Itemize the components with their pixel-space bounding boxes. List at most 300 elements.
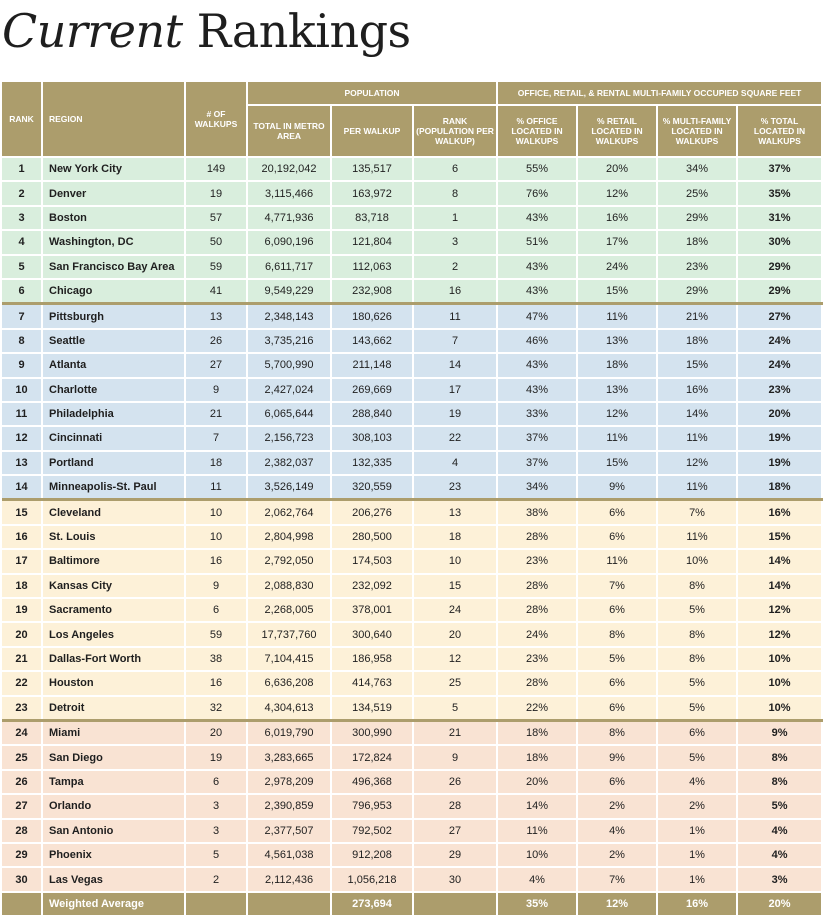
cell-total-metro: 6,065,644 [247, 402, 331, 426]
cell-pct-retail: 11% [577, 549, 657, 573]
cell-walkups: 59 [185, 255, 247, 279]
cell-pct-retail: 6% [577, 696, 657, 721]
table-row [2, 574, 822, 598]
cell-pct-office: 38% [497, 500, 577, 525]
cell-region: Baltimore [42, 549, 185, 573]
cell-pct-total: 24% [737, 329, 822, 353]
cell-rank-pop: 21 [413, 720, 497, 745]
table-row [2, 378, 822, 402]
cell-total-metro: 2,112,436 [247, 867, 331, 891]
table-row [2, 770, 822, 794]
cell-pct-total: 19% [737, 451, 822, 475]
cell-pct-retail: 4% [577, 819, 657, 843]
cell-pct-multi: 8% [657, 622, 737, 646]
cell-rank: 22 [2, 671, 42, 695]
cell-total-metro: 6,611,717 [247, 255, 331, 279]
cell-pct-office: 43% [497, 378, 577, 402]
cell-pct-retail: 5% [577, 647, 657, 671]
cell-pct-office: 18% [497, 720, 577, 745]
cell-rank-pop: 25 [413, 671, 497, 695]
cell-pct-retail: 13% [577, 329, 657, 353]
cell-pct-multi: 8% [657, 647, 737, 671]
cell-total-metro: 4,561,038 [247, 843, 331, 867]
cell-rank-pop: 6 [413, 157, 497, 181]
cell-region: Atlanta [42, 353, 185, 377]
cell-pct-office: 33% [497, 402, 577, 426]
cell-total-metro: 3,115,466 [247, 181, 331, 205]
cell-region: Detroit [42, 696, 185, 721]
table-row [2, 426, 822, 450]
cell-pct-multi: 1% [657, 843, 737, 867]
cell-total-metro: 2,268,005 [247, 598, 331, 622]
cell-pct-multi: 11% [657, 475, 737, 500]
table-row [2, 402, 822, 426]
cell-rank-pop: 10 [413, 549, 497, 573]
cell-rank: 10 [2, 378, 42, 402]
cell-pct-office: 23% [497, 549, 577, 573]
cell-pct-multi: 18% [657, 329, 737, 353]
cell-pct-office: 4% [497, 867, 577, 891]
cell-pct-multi: 11% [657, 426, 737, 450]
table-row [2, 720, 822, 745]
cell-pct-total: 35% [737, 181, 822, 205]
cell-rank: 25 [2, 745, 42, 769]
cell-pct-office: 76% [497, 181, 577, 205]
table-header [2, 82, 822, 157]
cell-rank-pop: 1 [413, 206, 497, 230]
cell-pct-multi: 21% [657, 304, 737, 329]
cell-pct-total: 10% [737, 696, 822, 721]
cell-pct-retail: 11% [577, 304, 657, 329]
table-row [2, 671, 822, 695]
cell-pct-total: 4% [737, 819, 822, 843]
table-row [2, 549, 822, 573]
table-row [2, 696, 822, 721]
table-row [2, 329, 822, 353]
cell-walkups: 3 [185, 819, 247, 843]
table-row [2, 525, 822, 549]
cell-pct-retail: 15% [577, 451, 657, 475]
cell-rank-pop: 13 [413, 500, 497, 525]
cell-per-walkup: 796,953 [331, 794, 413, 818]
cell-walkups: 16 [185, 671, 247, 695]
cell-region: Minneapolis-St. Paul [42, 475, 185, 500]
cell-total-metro: 20,192,042 [247, 157, 331, 181]
cell-per-walkup: 83,718 [331, 206, 413, 230]
cell-walkups: 19 [185, 745, 247, 769]
cell-rank: 16 [2, 525, 42, 549]
cell-rank-pop: 28 [413, 794, 497, 818]
cell-per-walkup: 112,063 [331, 255, 413, 279]
cell-walkups: 57 [185, 206, 247, 230]
cell-pct-multi: 2% [657, 794, 737, 818]
cell-region: Chicago [42, 279, 185, 304]
avg-label: Weighted Average [42, 892, 185, 915]
cell-pct-office: 37% [497, 451, 577, 475]
cell-pct-multi: 4% [657, 770, 737, 794]
cell-pct-retail: 16% [577, 206, 657, 230]
cell-total-metro: 4,304,613 [247, 696, 331, 721]
cell-per-walkup: 163,972 [331, 181, 413, 205]
cell-total-metro: 4,771,936 [247, 206, 331, 230]
cell-per-walkup: 186,958 [331, 647, 413, 671]
cell-pct-total: 29% [737, 255, 822, 279]
cell-pct-retail: 15% [577, 279, 657, 304]
header-space-group: OFFICE, RETAIL, & RENTAL MULTI-FAMILY OCCUPIED SQUARE FEET [497, 82, 822, 105]
cell-pct-total: 10% [737, 647, 822, 671]
cell-rank-pop: 14 [413, 353, 497, 377]
table-row [2, 843, 822, 867]
cell-per-walkup: 320,559 [331, 475, 413, 500]
cell-walkups: 11 [185, 475, 247, 500]
cell-pct-total: 3% [737, 867, 822, 891]
cell-pct-total: 12% [737, 598, 822, 622]
cell-pct-total: 31% [737, 206, 822, 230]
cell-total-metro: 7,104,415 [247, 647, 331, 671]
cell-region: Las Vegas [42, 867, 185, 891]
cell-pct-total: 18% [737, 475, 822, 500]
cell-pct-office: 28% [497, 598, 577, 622]
cell-walkups: 7 [185, 426, 247, 450]
cell-per-walkup: 232,908 [331, 279, 413, 304]
cell-pct-total: 14% [737, 549, 822, 573]
cell-per-walkup: 206,276 [331, 500, 413, 525]
cell-pct-multi: 15% [657, 353, 737, 377]
cell-rank-pop: 9 [413, 745, 497, 769]
cell-pct-retail: 20% [577, 157, 657, 181]
cell-region: Philadelphia [42, 402, 185, 426]
avg-rank-cell [2, 892, 42, 915]
avg-walkups-cell [185, 892, 247, 915]
cell-region: Boston [42, 206, 185, 230]
cell-total-metro: 9,549,229 [247, 279, 331, 304]
cell-rank-pop: 18 [413, 525, 497, 549]
cell-pct-office: 28% [497, 671, 577, 695]
cell-rank: 21 [2, 647, 42, 671]
cell-rank: 13 [2, 451, 42, 475]
cell-rank: 6 [2, 279, 42, 304]
cell-pct-office: 10% [497, 843, 577, 867]
cell-pct-retail: 13% [577, 378, 657, 402]
cell-pct-office: 28% [497, 574, 577, 598]
cell-total-metro: 2,377,507 [247, 819, 331, 843]
weighted-average-row [2, 892, 822, 915]
cell-walkups: 27 [185, 353, 247, 377]
rankings-table [2, 82, 823, 915]
cell-pct-retail: 6% [577, 525, 657, 549]
cell-region: Sacramento [42, 598, 185, 622]
cell-pct-multi: 5% [657, 671, 737, 695]
cell-total-metro: 2,804,998 [247, 525, 331, 549]
title-rest: Rankings [196, 4, 411, 58]
cell-total-metro: 2,390,859 [247, 794, 331, 818]
cell-per-walkup: 269,669 [331, 378, 413, 402]
table-row [2, 451, 822, 475]
cell-pct-multi: 1% [657, 819, 737, 843]
cell-total-metro: 2,427,024 [247, 378, 331, 402]
cell-per-walkup: 378,001 [331, 598, 413, 622]
table-row [2, 598, 822, 622]
cell-region: Cleveland [42, 500, 185, 525]
cell-pct-total: 29% [737, 279, 822, 304]
cell-walkups: 6 [185, 598, 247, 622]
cell-rank: 12 [2, 426, 42, 450]
cell-walkups: 41 [185, 279, 247, 304]
cell-rank-pop: 29 [413, 843, 497, 867]
table-row [2, 475, 822, 500]
cell-region: Miami [42, 720, 185, 745]
cell-pct-office: 20% [497, 770, 577, 794]
cell-total-metro: 2,156,723 [247, 426, 331, 450]
cell-rank: 18 [2, 574, 42, 598]
cell-pct-multi: 25% [657, 181, 737, 205]
cell-per-walkup: 180,626 [331, 304, 413, 329]
cell-pct-office: 43% [497, 279, 577, 304]
cell-per-walkup: 172,824 [331, 745, 413, 769]
cell-total-metro: 2,978,209 [247, 770, 331, 794]
cell-rank: 29 [2, 843, 42, 867]
cell-rank: 3 [2, 206, 42, 230]
cell-pct-multi: 12% [657, 451, 737, 475]
cell-total-metro: 5,700,990 [247, 353, 331, 377]
cell-region: San Antonio [42, 819, 185, 843]
cell-pct-retail: 11% [577, 426, 657, 450]
header-population-group: POPULATION [247, 82, 497, 105]
cell-per-walkup: 496,368 [331, 770, 413, 794]
cell-pct-total: 5% [737, 794, 822, 818]
cell-pct-multi: 1% [657, 867, 737, 891]
table-row [2, 794, 822, 818]
cell-total-metro: 3,526,149 [247, 475, 331, 500]
cell-per-walkup: 288,840 [331, 402, 413, 426]
cell-rank: 20 [2, 622, 42, 646]
table-row [2, 181, 822, 205]
cell-region: San Francisco Bay Area [42, 255, 185, 279]
table-row [2, 255, 822, 279]
cell-pct-retail: 8% [577, 622, 657, 646]
cell-pct-retail: 6% [577, 770, 657, 794]
cell-total-metro: 17,737,760 [247, 622, 331, 646]
cell-pct-multi: 6% [657, 720, 737, 745]
cell-region: Los Angeles [42, 622, 185, 646]
cell-walkups: 2 [185, 867, 247, 891]
cell-rank: 7 [2, 304, 42, 329]
cell-region: Cincinnati [42, 426, 185, 450]
cell-region: Orlando [42, 794, 185, 818]
cell-pct-retail: 2% [577, 843, 657, 867]
cell-region: Seattle [42, 329, 185, 353]
cell-pct-office: 14% [497, 794, 577, 818]
cell-pct-total: 16% [737, 500, 822, 525]
header-pct-total: % TOTAL LOCATED IN WALKUPS [737, 105, 822, 157]
cell-pct-retail: 9% [577, 745, 657, 769]
cell-region: Kansas City [42, 574, 185, 598]
cell-per-walkup: 174,503 [331, 549, 413, 573]
cell-pct-total: 12% [737, 622, 822, 646]
cell-rank-pop: 2 [413, 255, 497, 279]
cell-total-metro: 6,090,196 [247, 230, 331, 254]
avg-pct-multi: 16% [657, 892, 737, 915]
cell-region: Houston [42, 671, 185, 695]
cell-region: St. Louis [42, 525, 185, 549]
cell-region: Portland [42, 451, 185, 475]
cell-rank: 1 [2, 157, 42, 181]
cell-pct-office: 28% [497, 525, 577, 549]
cell-walkups: 26 [185, 329, 247, 353]
header-per-walkup: PER WALKUP [331, 105, 413, 157]
header-region: REGION [42, 82, 185, 157]
cell-pct-office: 43% [497, 255, 577, 279]
cell-rank: 28 [2, 819, 42, 843]
cell-pct-retail: 2% [577, 794, 657, 818]
cell-walkups: 59 [185, 622, 247, 646]
cell-pct-office: 24% [497, 622, 577, 646]
cell-rank: 4 [2, 230, 42, 254]
cell-rank-pop: 7 [413, 329, 497, 353]
cell-walkups: 32 [185, 696, 247, 721]
cell-pct-multi: 5% [657, 696, 737, 721]
header-rank: RANK [2, 82, 42, 157]
cell-pct-office: 23% [497, 647, 577, 671]
cell-pct-office: 11% [497, 819, 577, 843]
cell-pct-retail: 6% [577, 500, 657, 525]
cell-pct-total: 9% [737, 720, 822, 745]
cell-per-walkup: 134,519 [331, 696, 413, 721]
cell-pct-office: 18% [497, 745, 577, 769]
cell-pct-multi: 11% [657, 525, 737, 549]
cell-per-walkup: 132,335 [331, 451, 413, 475]
cell-pct-total: 24% [737, 353, 822, 377]
cell-pct-multi: 18% [657, 230, 737, 254]
cell-region: Dallas-Fort Worth [42, 647, 185, 671]
cell-rank-pop: 12 [413, 647, 497, 671]
table-row [2, 157, 822, 181]
cell-pct-retail: 8% [577, 720, 657, 745]
cell-rank-pop: 26 [413, 770, 497, 794]
title-italic: Current [2, 4, 183, 58]
table-body [2, 157, 822, 892]
cell-walkups: 50 [185, 230, 247, 254]
cell-pct-total: 27% [737, 304, 822, 329]
cell-pct-multi: 16% [657, 378, 737, 402]
cell-per-walkup: 232,092 [331, 574, 413, 598]
cell-pct-total: 30% [737, 230, 822, 254]
cell-rank: 5 [2, 255, 42, 279]
cell-pct-total: 37% [737, 157, 822, 181]
cell-pct-multi: 5% [657, 745, 737, 769]
cell-per-walkup: 1,056,218 [331, 867, 413, 891]
avg-rank-pop-cell [413, 892, 497, 915]
cell-walkups: 9 [185, 574, 247, 598]
cell-rank-pop: 4 [413, 451, 497, 475]
cell-pct-retail: 17% [577, 230, 657, 254]
cell-per-walkup: 308,103 [331, 426, 413, 450]
table-row [2, 230, 822, 254]
cell-walkups: 19 [185, 181, 247, 205]
cell-pct-total: 8% [737, 770, 822, 794]
header-walkups: # OF WALKUPS [185, 82, 247, 157]
cell-rank-pop: 11 [413, 304, 497, 329]
cell-pct-retail: 12% [577, 181, 657, 205]
cell-pct-total: 8% [737, 745, 822, 769]
page-title [2, 4, 411, 70]
table-row [2, 622, 822, 646]
cell-rank: 30 [2, 867, 42, 891]
cell-rank: 23 [2, 696, 42, 721]
cell-rank-pop: 23 [413, 475, 497, 500]
cell-region: Phoenix [42, 843, 185, 867]
avg-total-cell [247, 892, 331, 915]
cell-walkups: 13 [185, 304, 247, 329]
cell-total-metro: 6,636,208 [247, 671, 331, 695]
cell-pct-retail: 6% [577, 598, 657, 622]
table-row [2, 279, 822, 304]
table-row [2, 819, 822, 843]
cell-rank-pop: 17 [413, 378, 497, 402]
cell-per-walkup: 912,208 [331, 843, 413, 867]
cell-pct-office: 47% [497, 304, 577, 329]
cell-pct-office: 51% [497, 230, 577, 254]
cell-region: Denver [42, 181, 185, 205]
cell-pct-total: 14% [737, 574, 822, 598]
cell-rank: 26 [2, 770, 42, 794]
cell-rank-pop: 30 [413, 867, 497, 891]
cell-rank: 15 [2, 500, 42, 525]
cell-walkups: 38 [185, 647, 247, 671]
cell-rank: 11 [2, 402, 42, 426]
cell-pct-multi: 10% [657, 549, 737, 573]
cell-pct-office: 43% [497, 206, 577, 230]
cell-rank: 2 [2, 181, 42, 205]
cell-total-metro: 2,382,037 [247, 451, 331, 475]
cell-walkups: 149 [185, 157, 247, 181]
cell-walkups: 20 [185, 720, 247, 745]
cell-pct-retail: 7% [577, 574, 657, 598]
cell-pct-retail: 18% [577, 353, 657, 377]
cell-rank: 19 [2, 598, 42, 622]
cell-pct-office: 22% [497, 696, 577, 721]
cell-pct-office: 55% [497, 157, 577, 181]
cell-region: Washington, DC [42, 230, 185, 254]
cell-rank-pop: 27 [413, 819, 497, 843]
table-row [2, 867, 822, 891]
cell-rank-pop: 8 [413, 181, 497, 205]
cell-pct-multi: 34% [657, 157, 737, 181]
cell-walkups: 18 [185, 451, 247, 475]
cell-rank-pop: 22 [413, 426, 497, 450]
cell-walkups: 21 [185, 402, 247, 426]
cell-per-walkup: 143,662 [331, 329, 413, 353]
header-rank-pop: RANK (POPULATION PER WALKUP) [413, 105, 497, 157]
cell-rank: 17 [2, 549, 42, 573]
cell-rank-pop: 19 [413, 402, 497, 426]
cell-rank: 9 [2, 353, 42, 377]
header-pct-office: % OFFICE LOCATED IN WALKUPS [497, 105, 577, 157]
cell-pct-retail: 24% [577, 255, 657, 279]
cell-total-metro: 3,735,216 [247, 329, 331, 353]
header-total-metro: TOTAL IN METRO AREA [247, 105, 331, 157]
cell-walkups: 9 [185, 378, 247, 402]
cell-total-metro: 6,019,790 [247, 720, 331, 745]
cell-pct-multi: 5% [657, 598, 737, 622]
cell-walkups: 5 [185, 843, 247, 867]
cell-pct-total: 10% [737, 671, 822, 695]
cell-per-walkup: 280,500 [331, 525, 413, 549]
cell-total-metro: 2,088,830 [247, 574, 331, 598]
cell-pct-office: 46% [497, 329, 577, 353]
cell-rank: 14 [2, 475, 42, 500]
cell-rank-pop: 16 [413, 279, 497, 304]
